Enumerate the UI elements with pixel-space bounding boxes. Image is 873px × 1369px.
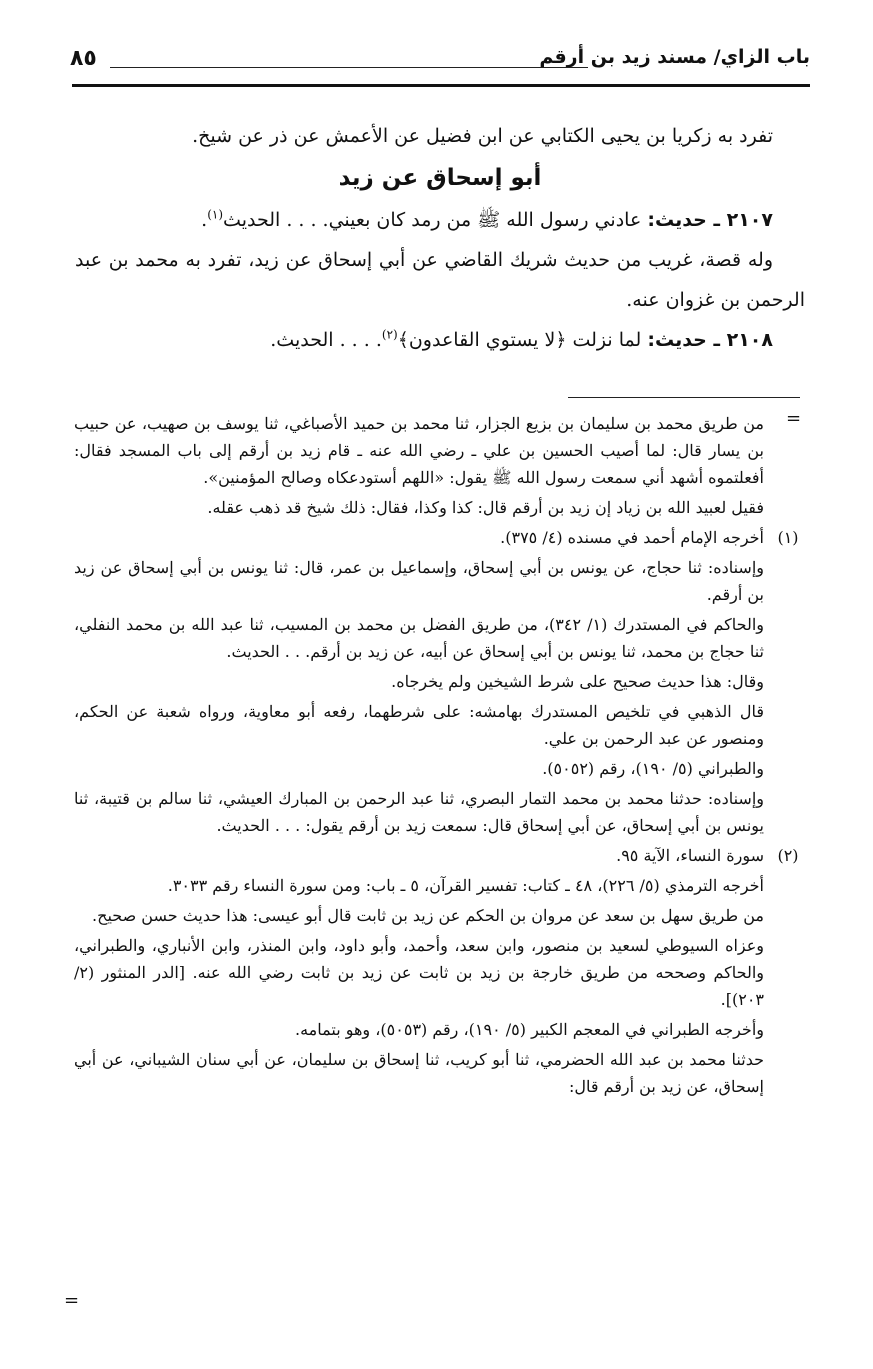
footnote-continuation: من طريق محمد بن سليمان بن بزيع الجزار، ثنا محمد بن حميد الأصباغي، ثنا يوسف بن صهيب، عن حبيب بن يسار قال: لما أصيب الحسين بن علي ـ رضي الله عنه ـ قام زيد بن أرقم إلى باب المسجد فقال: أفعلتموه أشهد أني سمعت رسول الله ﷺ يقول: «اللهم أستودعكاه وصالح المؤمنين». xyxy=(74,414,764,487)
hadith-2107 xyxy=(75,200,805,240)
intro-paragraph: تفرد به زكريا بن يحيى الكتابي عن ابن فضيل عن الأعمش عن ذر عن شيخ. xyxy=(192,125,773,147)
footnote-line: والحاكم في المستدرك (١/ ٣٤٢)، من طريق الفضل بن محمد بن المسيب، ثنا عبد الله بن محمد النفلي، ثنا حجاج بن محمد، ثنا يونس بن أبي إسحاق عن أبيه، عن زيد بن أرقم. . . الحديث. xyxy=(74,615,765,661)
footnote-2 xyxy=(74,842,799,1100)
hadith-end: . xyxy=(201,209,208,231)
hadith-number: ٢١٠٧ ـ حديث: xyxy=(647,209,773,231)
hadith-2108 xyxy=(75,320,805,360)
section-heading: أبو إسحاق عن زيد xyxy=(338,165,542,191)
footnote-ref-2[interactable]: (٢) xyxy=(381,327,398,342)
page-number: ٨٥ xyxy=(70,46,97,71)
footnote-line: وأخرجه الطبراني في المعجم الكبير (٥/ ١٩٠)، رقم (٥٠٥٣)، وهو بتمامه. xyxy=(295,1020,764,1039)
footnote-line: حدثنا محمد بن عبد الله الحضرمي، ثنا أبو كريب، ثنا إسحاق بن سليمان، عن أبي سنان الشيباني، عن أبي إسحاق، عن زيد بن أرقم قال: xyxy=(74,1050,764,1096)
footnote-marker: (١) xyxy=(777,528,799,547)
header-rule xyxy=(72,84,810,87)
main-text xyxy=(75,116,805,360)
footnote-continuation: فقيل لعبيد الله بن زياد إن زيد بن أرقم قال: كذا وكذا، فقال: ذلك شيخ قد ذهب عقله. xyxy=(207,498,764,517)
hadith-end: . . . . الحديث. xyxy=(270,329,382,351)
footnote-line: والطبراني (٥/ ١٩٠)، رقم (٥٠٥٢). xyxy=(542,759,764,778)
hadith-text: عادني رسول الله ﷺ من رمد كان بعيني. . . . الحديث xyxy=(223,209,642,231)
footnote-1 xyxy=(74,524,799,839)
footnote-ref-1[interactable]: (١) xyxy=(207,207,224,222)
footnote-line: وقال: هذا حديث صحيح على شرط الشيخين ولم يخرجاه. xyxy=(391,672,764,691)
page-header xyxy=(70,46,810,76)
footnote-line: وعزاه السيوطي لسعيد بن منصور، وابن سعد، وأحمد، وأبو داود، وابن المنذر، وابن الأنباري، والطبراني، والحاكم وصححه من طريق خارجة بن زيد بن ثابت عن زيد بن ثابت رضي الله عنه. [الدر المنثور (٢/ ٢٠٣)]. xyxy=(74,936,764,1009)
footnote-line: سورة النساء، الآية ٩٥. xyxy=(616,846,764,865)
footnote-separator xyxy=(568,397,800,398)
header-leader-line xyxy=(110,67,588,68)
footnote-line: قال الذهبي في تلخيص المستدرك بهامشه: على شرطهما، رفعه أبو معاوية، ورواه شعبة عن الحكم، ومنصور عن عبد الرحمن بن علي. xyxy=(74,702,764,748)
footnote-line: أخرجه الإمام أحمد في مسنده (٤/ ٣٧٥). xyxy=(500,528,764,547)
footnote-line: أخرجه الترمذي (٥/ ٢٢٦)، ٤٨ ـ كتاب: تفسير القرآن، ٥ ـ باب: ومن سورة النساء رقم ٣٠٣٣. xyxy=(167,876,764,895)
footnote-line: وإسناده: حدثنا محمد بن محمد التمار البصري، ثنا عبد الرحمن بن المبارك العيشي، ثنا سالم بن قتيبة، ثنا يونس بن أبي إسحاق، عن أبي إسحاق قال: سمعت زيد بن أرقم يقول: . . . الحديث. xyxy=(74,789,764,835)
hadith-2107-commentary: وله قصة، غريب من حديث شريك القاضي عن أبي إسحاق عن زيد، تفرد به محمد بن عبد الرحمن بن غزوان عنه. xyxy=(75,249,805,311)
footnote-marker: (٢) xyxy=(777,846,799,865)
continuation-marker-bottom: = xyxy=(64,1290,80,1311)
running-title: باب الزاي/ مسند زيد بن أرقم xyxy=(539,46,810,68)
footnote-line: من طريق سهل بن سعد عن مروان بن الحكم عن زيد بن ثابت قال أبو عيسى: هذا حديث حسن صحيح. xyxy=(92,906,764,925)
footnotes xyxy=(74,410,799,1103)
hadith-text: لما نزلت ﴿لا يستوي القاعدون﴾ xyxy=(397,329,642,351)
hadith-number: ٢١٠٨ ـ حديث: xyxy=(647,329,773,351)
footnote-line: وإسناده: ثنا حجاج، عن يونس بن أبي إسحاق، وإسماعيل بن عمر، قال: ثنا يونس بن أبي إسحاق عن زيد بن أرقم. xyxy=(74,558,764,604)
continuation-marker-top: = xyxy=(786,408,802,429)
